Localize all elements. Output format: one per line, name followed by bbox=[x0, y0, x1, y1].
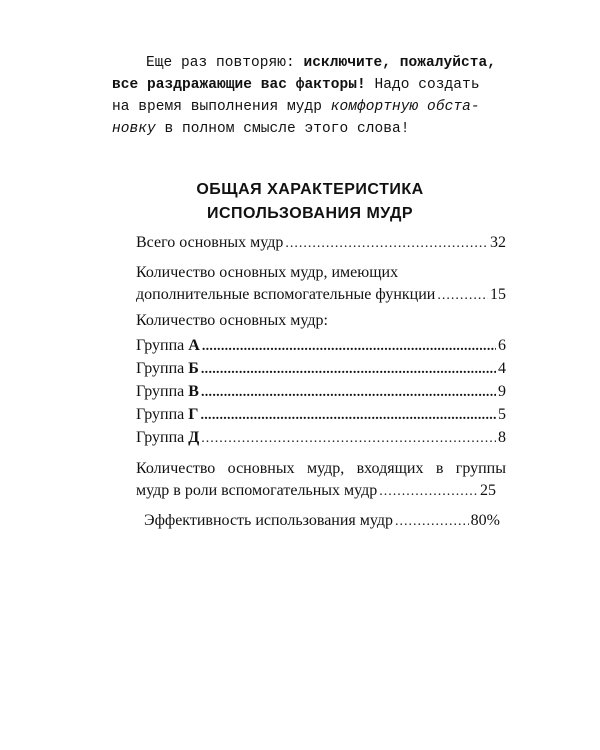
intro-line-3 bbox=[112, 96, 508, 118]
group-prefix: Группа bbox=[136, 383, 189, 400]
stat-included bbox=[136, 458, 506, 503]
stat-auxiliary bbox=[136, 262, 506, 307]
group-value: 6 bbox=[498, 337, 506, 354]
group-value: 5 bbox=[498, 406, 506, 423]
group-value: 8 bbox=[498, 429, 506, 446]
stat-count-heading bbox=[136, 310, 506, 332]
intro-line-1 bbox=[112, 52, 508, 74]
group-prefix: Группа bbox=[136, 360, 189, 377]
intro-text: Еще раз повторяю: bbox=[146, 55, 304, 71]
intro-text: Надо создать bbox=[365, 77, 480, 93]
stat-total-label: Всего основных мудр bbox=[136, 234, 284, 251]
stat-total-value: 32 bbox=[490, 234, 506, 251]
group-label bbox=[136, 381, 199, 403]
stat-total bbox=[136, 232, 506, 255]
stat-count-label: Количество основных мудр: bbox=[136, 312, 328, 329]
stat-efficiency bbox=[144, 510, 500, 533]
group-letter: Г bbox=[188, 406, 199, 423]
group-prefix: Группа bbox=[136, 429, 189, 446]
leader-dots bbox=[201, 382, 496, 404]
group-letter: В bbox=[188, 383, 199, 400]
leader-dots bbox=[202, 336, 496, 358]
group-label bbox=[136, 427, 199, 449]
group-prefix: Группа bbox=[136, 406, 189, 423]
stat-included-label-line-2: мудр в роли вспомогательных мудр bbox=[136, 482, 378, 499]
group-row-v bbox=[136, 381, 506, 404]
leader-dots bbox=[379, 481, 478, 503]
leader-dots bbox=[201, 428, 496, 450]
group-prefix: Группа bbox=[136, 337, 189, 354]
group-row-a bbox=[136, 335, 506, 358]
stat-auxiliary-label-line-1: Количество основных мудр, имеющих bbox=[136, 264, 399, 281]
leader-dots bbox=[200, 405, 496, 427]
section-heading bbox=[112, 178, 508, 226]
intro-line-2 bbox=[112, 74, 508, 96]
intro-text: на время выполнения мудр bbox=[112, 99, 331, 115]
group-label bbox=[136, 404, 198, 426]
leader-dots bbox=[285, 233, 488, 255]
group-row-b bbox=[136, 358, 506, 381]
group-row-d bbox=[136, 427, 506, 450]
group-label bbox=[136, 335, 200, 357]
stat-efficiency-label: Эффективность использования мудр bbox=[144, 512, 394, 529]
group-value: 9 bbox=[498, 383, 506, 400]
heading-line-1: ОБЩАЯ ХАРАКТЕРИСТИКА bbox=[196, 181, 424, 198]
stat-auxiliary-value: 15 bbox=[490, 286, 506, 303]
group-row-g bbox=[136, 404, 506, 427]
leader-dots bbox=[437, 285, 488, 307]
intro-text: в полном смысле этого слова! bbox=[155, 121, 410, 137]
group-value: 4 bbox=[498, 360, 506, 377]
leader-dots bbox=[201, 359, 496, 381]
group-letter: Д bbox=[188, 429, 200, 446]
stat-included-value: 25 bbox=[480, 482, 496, 499]
intro-line-4 bbox=[112, 118, 508, 140]
intro-bold-text: исключите, пожалуйста, bbox=[303, 55, 497, 71]
leader-dots bbox=[395, 511, 469, 533]
heading-line-2: ИСПОЛЬЗОВАНИЯ МУДР bbox=[206, 205, 414, 222]
intro-italic-text: новку bbox=[112, 121, 156, 137]
stat-included-label-line-1: Количество основных мудр, входящих в группы bbox=[136, 460, 506, 477]
intro-italic-text: комфортную обста- bbox=[330, 99, 480, 115]
stat-auxiliary-label-line-2: дополнительные вспомогательные функции bbox=[136, 286, 436, 303]
group-letter: А bbox=[188, 337, 200, 354]
group-letter: Б bbox=[188, 360, 199, 377]
stat-efficiency-value: 80% bbox=[470, 512, 500, 529]
intro-bold-text: все раздражающие вас факторы! bbox=[112, 77, 366, 93]
group-label bbox=[136, 358, 199, 380]
intro-paragraph bbox=[112, 52, 508, 140]
